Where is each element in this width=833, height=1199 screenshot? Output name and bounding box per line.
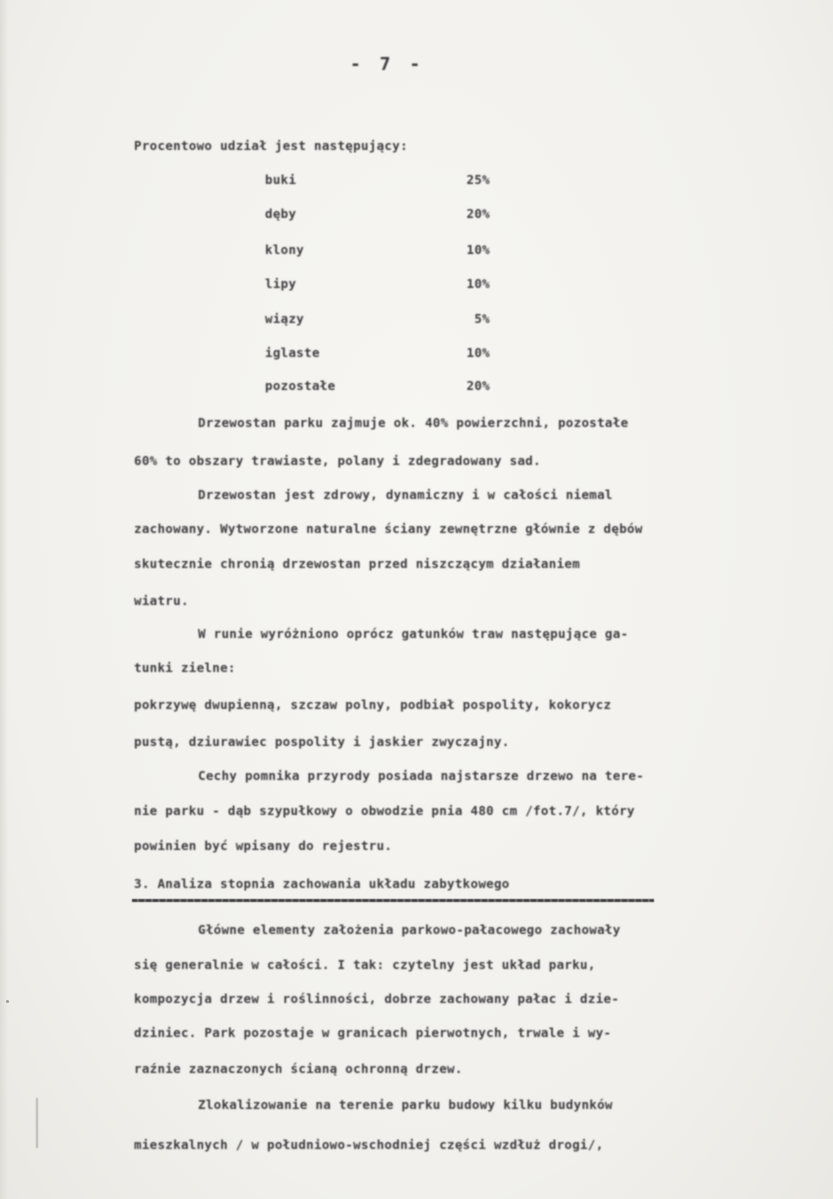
page-edge-shadow bbox=[0, 0, 8, 1199]
species-name: pozostałe bbox=[265, 378, 336, 393]
species-percent: 20% bbox=[466, 378, 490, 393]
species-percent: 10% bbox=[466, 345, 490, 360]
paragraph-line: mieszkalnych / w południowo-wschodniej części wzdłuż drogi/, bbox=[134, 1137, 604, 1152]
species-name: wiązy bbox=[265, 311, 305, 326]
species-name: buki bbox=[265, 172, 297, 187]
species-name: dęby bbox=[265, 206, 297, 221]
paragraph-line: Drzewostan parku zajmuje ok. 40% powierzchni, pozostałe bbox=[198, 415, 629, 430]
species-percent: 25% bbox=[466, 172, 490, 187]
paragraph-line: Cechy pomnika przyrody posiada najstarsze drzewo na tere- bbox=[198, 768, 645, 783]
paragraph-line: kompozycja drzew i roślinności, dobrze zachowany pałac i dzie- bbox=[134, 991, 620, 1006]
paragraph-line: raźnie zaznaczonych ścianą ochronną drzew. bbox=[134, 1061, 463, 1076]
paragraph-line: tunki zielne: bbox=[134, 660, 236, 675]
species-percent: 5% bbox=[474, 311, 490, 326]
paragraph-line: Zlokalizowanie na terenie parku budowy kilku budynków bbox=[198, 1097, 613, 1112]
paragraph-line: wiatru. bbox=[134, 593, 189, 608]
paragraph-line: pustą, dziurawiec pospolity i jaskier zwyczajny. bbox=[134, 734, 510, 749]
species-percent: 10% bbox=[466, 276, 490, 291]
paragraph-line: W runie wyróżniono oprócz gatunków traw następujące ga- bbox=[198, 626, 629, 641]
paragraph-line: Drzewostan jest zdrowy, dynamiczny i w całości niemal bbox=[198, 487, 613, 502]
heading-underline bbox=[132, 899, 654, 902]
page-number: - 7 - bbox=[350, 54, 425, 75]
species-name: iglaste bbox=[265, 345, 320, 360]
paragraph-line: skutecznie chronią drzewostan przed niszczącym działaniem bbox=[134, 556, 581, 571]
margin-speck bbox=[6, 1000, 9, 1003]
paragraph-line: nie parku - dąb szypułkowy o obwodzie pnia 480 cm /fot.7/, który bbox=[134, 803, 635, 818]
paragraph-line: dziniec. Park pozostaje w granicach pierwotnych, trwale i wy- bbox=[134, 1025, 612, 1040]
species-percent: 20% bbox=[466, 206, 490, 221]
paragraph-line: się generalnie w całości. I tak: czytelny jest układ parku, bbox=[134, 957, 596, 972]
species-name: lipy bbox=[265, 276, 297, 291]
intro-line: Procentowo udział jest następujący: bbox=[134, 138, 408, 153]
species-name: klony bbox=[265, 242, 305, 257]
section-heading: 3. Analiza stopnia zachowania układu zabytkowego bbox=[134, 876, 510, 891]
paragraph-line: zachowany. Wytworzone naturalne ściany zewnętrzne głównie z dębów bbox=[134, 521, 643, 536]
paragraph-line: 60% to obszary trawiaste, polany i zdegradowany sad. bbox=[134, 453, 541, 468]
species-percent: 10% bbox=[466, 242, 490, 257]
paragraph-line: powinien być wpisany do rejestru. bbox=[134, 838, 393, 853]
paragraph-line: Główne elementy założenia parkowo-pałacowego zachowały bbox=[198, 922, 621, 937]
paragraph-line: pokrzywę dwupienną, szczaw polny, podbiał pospolity, kokorycz bbox=[134, 697, 612, 712]
margin-pencil-mark bbox=[36, 1098, 38, 1148]
